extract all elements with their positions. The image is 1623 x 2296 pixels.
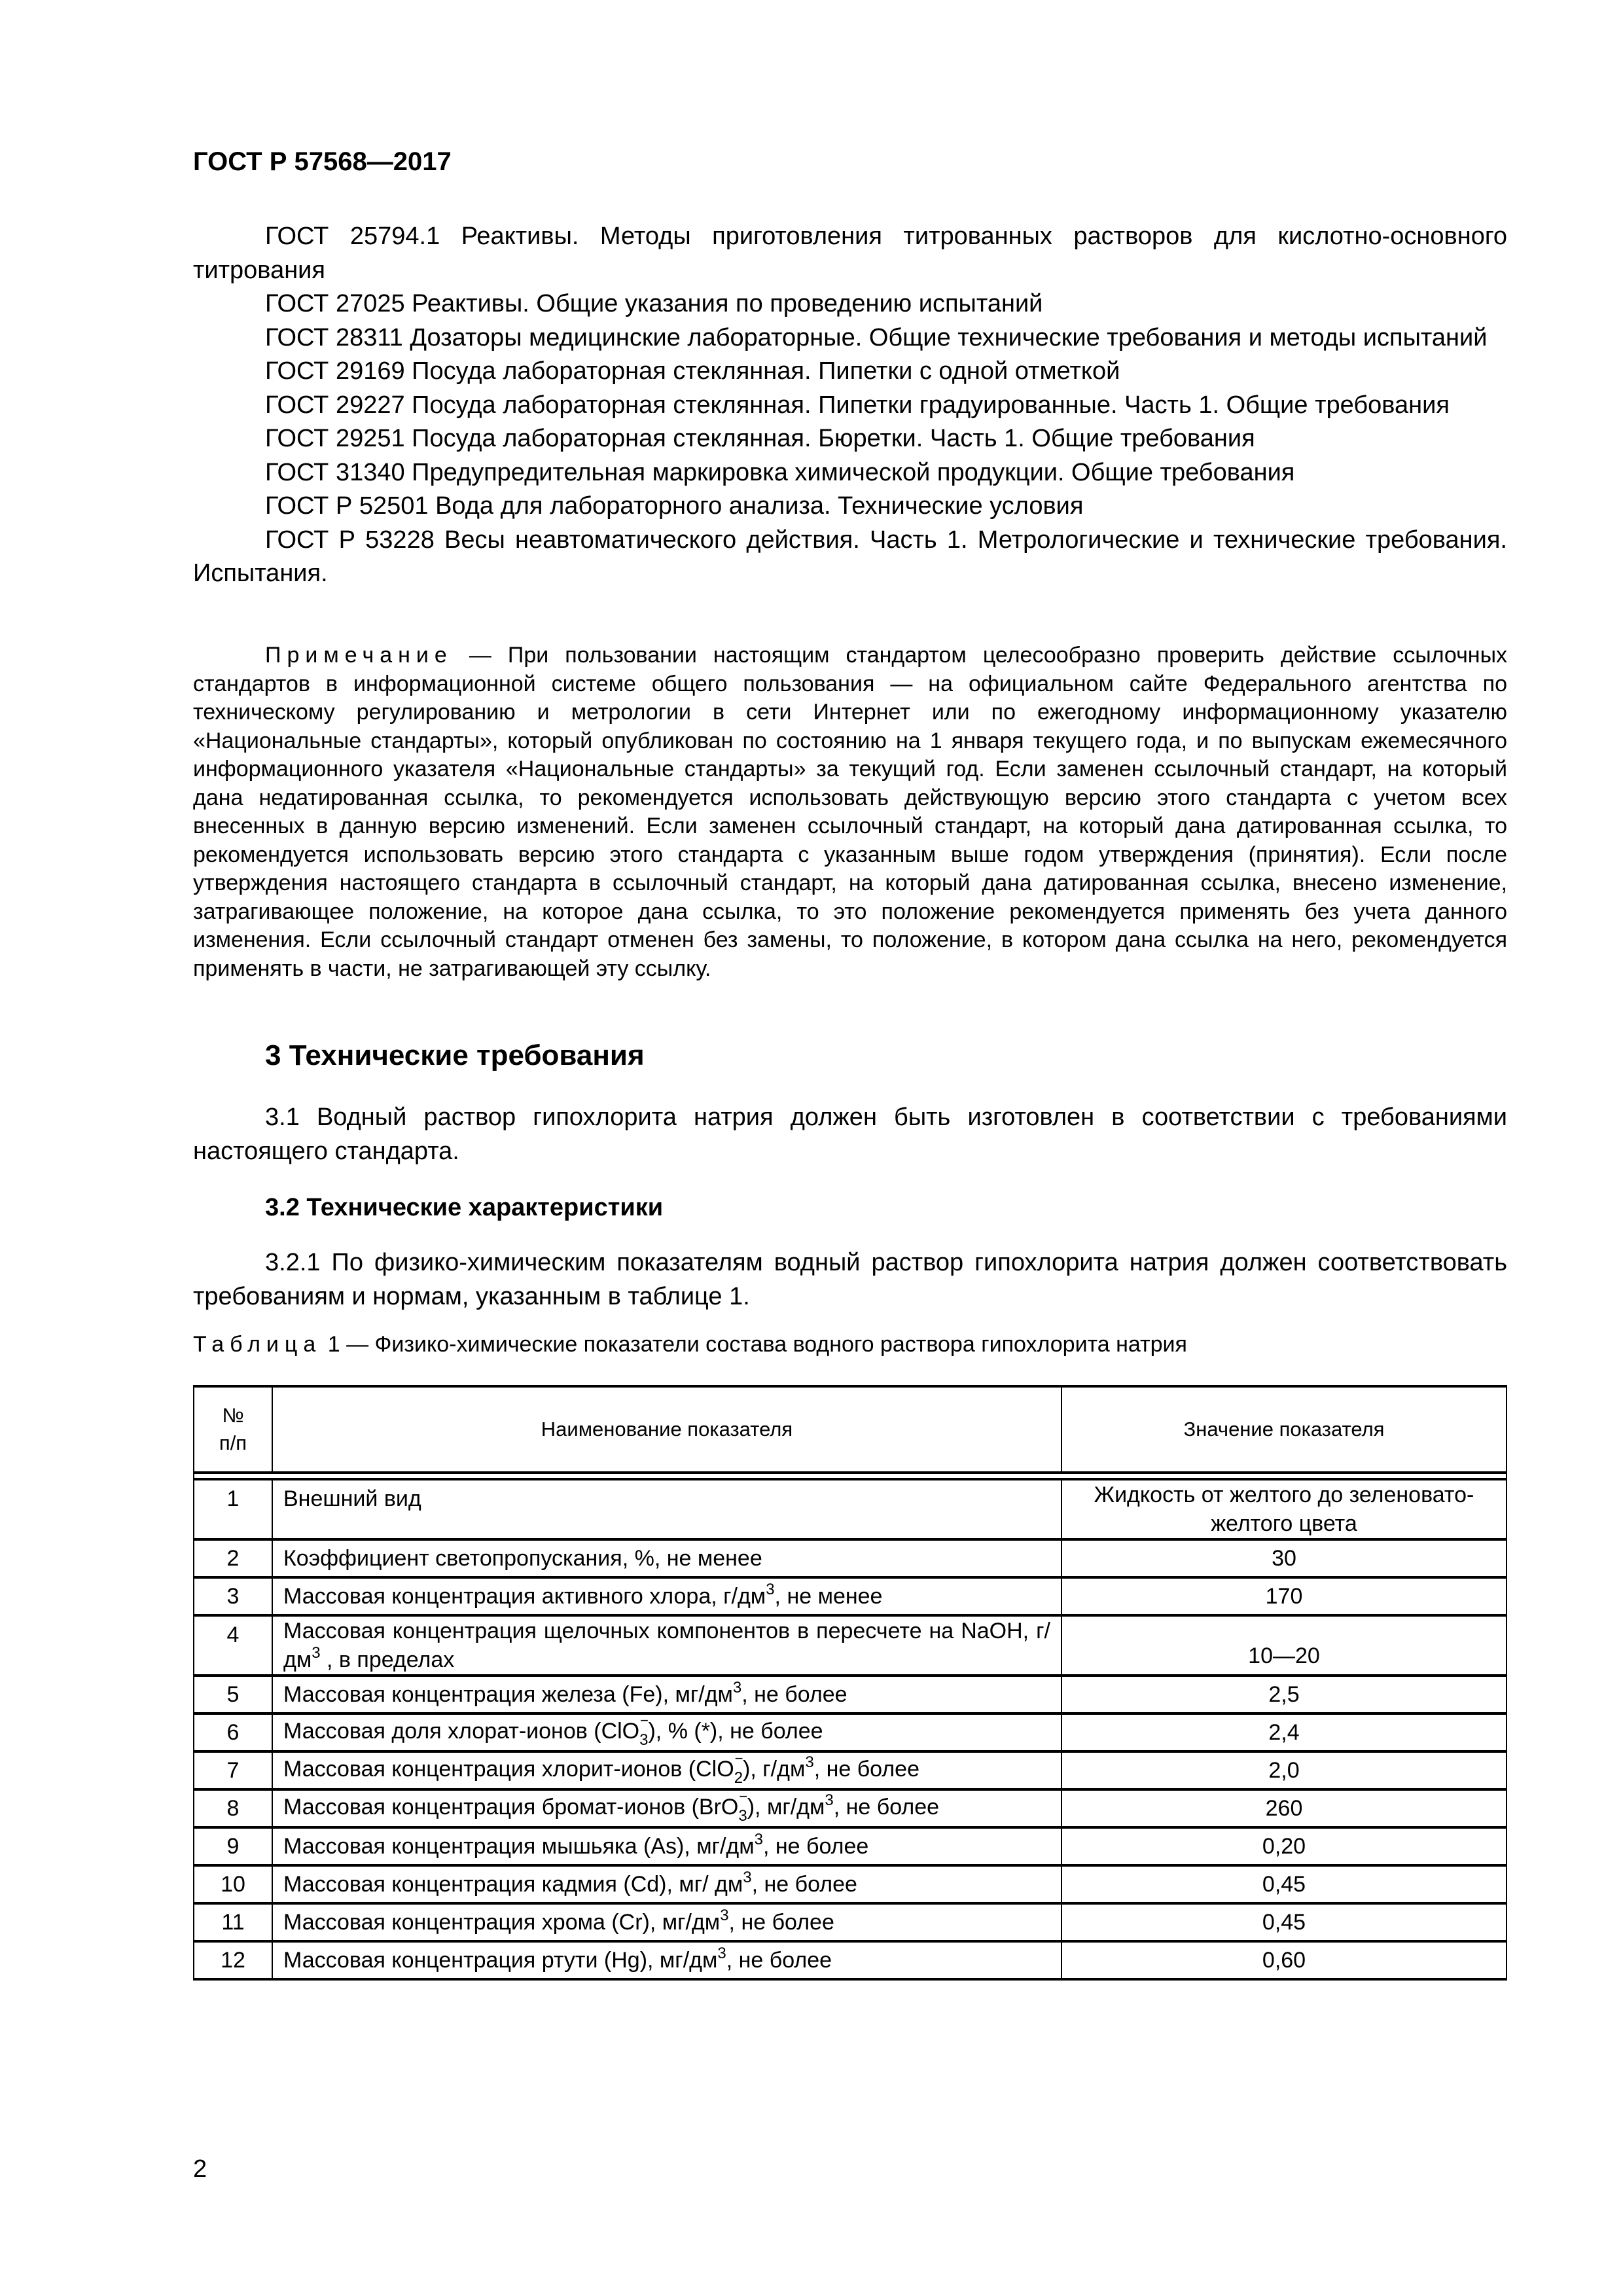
- row-name: Массовая концентрация хлорит-ионов (ClO$_2$ − ), $г/дм^3$, не более: [272, 1751, 1061, 1789]
- section-3-title: 3 Технические требования: [265, 1039, 645, 1071]
- reference-item: ГОСТ 29227 Посуда лабораторная стеклянная. Пипетки градуированные. Часть 1. Общие требования: [265, 391, 1450, 419]
- row-num: 5: [194, 1676, 272, 1713]
- table-row: [194, 1865, 1507, 1903]
- reference-item: ГОСТ 29169 Посуда лабораторная стеклянная. Пипетки с одной отметкой: [265, 357, 1120, 385]
- note-paragraph: [193, 641, 1507, 983]
- header-separator: [194, 1473, 1507, 1479]
- header-num: [194, 1386, 272, 1473]
- row-num: 2: [194, 1539, 272, 1577]
- specifications-table: [193, 1385, 1507, 1981]
- header-num-abbrev: п/п: [219, 1431, 247, 1454]
- table-row: [194, 1827, 1507, 1865]
- table-row: [194, 1615, 1507, 1676]
- row-num: 6: [194, 1713, 272, 1751]
- row-num: 8: [194, 1789, 272, 1827]
- table-row: [194, 1713, 1507, 1751]
- row-num: 9: [194, 1827, 272, 1865]
- normative-references-list: [193, 220, 1507, 591]
- row-value: 30: [1061, 1539, 1507, 1577]
- chlorite-ion-formula: $_2$ −: [734, 1750, 743, 1787]
- note-label: Примечание: [265, 643, 453, 668]
- table-row: [194, 1789, 1507, 1827]
- row-num: 7: [194, 1751, 272, 1789]
- note-dash: —: [452, 643, 508, 668]
- paragraph-3-1: 3.1 Водный раствор гипохлорита натрия должен быть изготовлен в соответствии с требованиями настоящего стандарта.: [193, 1103, 1507, 1165]
- row-num: 12: [194, 1941, 272, 1979]
- reference-item: ГОСТ 28311 Дозаторы медицинские лабораторные. Общие технические требования и методы испытаний: [265, 323, 1488, 351]
- row-name: Массовая концентрация бромат-ионов (BrO$_3$ − ), $мг/дм^3$, не более: [272, 1789, 1061, 1827]
- table-caption: [193, 1330, 1187, 1359]
- row-name: Массовая концентрация щелочных компонентов в пересчете на NaOH, $г/дм^3$ , в пределах: [272, 1615, 1061, 1676]
- row-name: Коэффициент светопропускания, %, не менее: [272, 1539, 1061, 1577]
- note-text: При пользовании настоящим стандартом целесообразно проверить действие ссылочных стандартов в информационной системе общего пользования — на официальном сайте Федерального агентства по техническому регулированию и метрологии в сети Интернет или по ежегодному информационному указателю «Национальные стандарты», который опубликован по состоянию на 1 января текущего года, и по выпускам ежемесячного информационного указателя «Национальные стандарты» за текущий год. Если заменен ссылочный стандарт, на который дана недатированная ссылка, то рекомендуется использовать действующую версию этого стандарта с учетом всех внесенных в данную версию изменений. Если заменен ссылочный стандарт, на который дана датированная ссылка, то рекомендуется использовать версию этого стандарта с указанным выше годом утверждения (принятия). Если после утверждения настоящего стандарта в ссылочный стандарт, на который дана датированная ссылка, внесено изменение, затрагивающее положение, на которое дана ссылка, то это положение рекомендуется применять без учета данного изменения. Если ссылочный стандарт отменен без замены, то положение, в котором дана ссылка на него, рекомендуется применять в части, не затрагивающей эту ссылку.: [193, 643, 1508, 981]
- table-row: [194, 1539, 1507, 1577]
- row-value: 2,5: [1061, 1676, 1507, 1713]
- row-value: Жидкость от желтого до зеленовато-желтого цвета: [1061, 1479, 1507, 1539]
- reference-item: ГОСТ Р 52501 Вода для лабораторного анализа. Технические условия: [265, 492, 1084, 520]
- row-value: 2,4: [1061, 1713, 1507, 1751]
- reference-item: ГОСТ 31340 Предупредительная маркировка химической продукции. Общие требования: [265, 458, 1295, 486]
- table-caption-label: Таблица: [193, 1332, 322, 1357]
- table-row: [194, 1751, 1507, 1789]
- table-row: [194, 1577, 1507, 1615]
- row-num: 11: [194, 1903, 272, 1941]
- row-value: 2,0: [1061, 1751, 1507, 1789]
- row-name: Массовая концентрация активного хлора, $г/дм^3$, не менее: [272, 1577, 1061, 1615]
- row-value: 0,45: [1061, 1865, 1507, 1903]
- row-value: 0,20: [1061, 1827, 1507, 1865]
- table-row: [194, 1479, 1507, 1539]
- table-caption-text: 1 — Физико-химические показатели состава водного раствора гипохлорита натрия: [321, 1332, 1187, 1357]
- bromate-ion-formula: $_3$ −: [738, 1788, 748, 1825]
- row-name: Массовая доля хлорат-ионов (ClO$_3$ − ), % (*), не более: [272, 1713, 1061, 1751]
- row-num: 1: [194, 1479, 272, 1539]
- paragraph-3-2-1: 3.2.1 По физико-химическим показателям водный раствор гипохлорита натрия должен соответствовать требованиям и нормам, указанным в таблице 1.: [193, 1249, 1507, 1310]
- reference-item: ГОСТ Р 53228 Весы неавтоматического действия. Часть 1. Метрологические и технические требования. Испытания.: [193, 526, 1507, 587]
- header-name: Наименование показателя: [272, 1386, 1061, 1473]
- row-name: Массовая концентрация мышьяка (As), $мг/дм^3$, не более: [272, 1827, 1061, 1865]
- page-number: 2: [193, 2155, 207, 2183]
- header-num-symbol: №: [222, 1404, 244, 1427]
- row-name: Массовая концентрация ртути (Hg), $мг/дм^3$, не более: [272, 1941, 1061, 1979]
- row-num: 3: [194, 1577, 272, 1615]
- row-name: Массовая концентрация железа (Fe), $мг/дм^3$, не более: [272, 1676, 1061, 1713]
- row-value: 10—20: [1061, 1615, 1507, 1676]
- row-name: Внешний вид: [272, 1479, 1061, 1539]
- row-value: 170: [1061, 1577, 1507, 1615]
- chlorate-ion-formula: $_3$ −: [639, 1712, 649, 1749]
- reference-item: ГОСТ 25794.1 Реактивы. Методы приготовления титрованных растворов для кислотно-основного титрования: [193, 223, 1507, 284]
- row-value: 0,45: [1061, 1903, 1507, 1941]
- row-name: Массовая концентрация хрома (Cr), $мг/дм^3$, не более: [272, 1903, 1061, 1941]
- table-row: [194, 1903, 1507, 1941]
- table-row: [194, 1941, 1507, 1979]
- document-header: ГОСТ Р 57568—2017: [193, 147, 452, 176]
- reference-item: ГОСТ 29251 Посуда лабораторная стеклянная. Бюретки. Часть 1. Общие требования: [265, 425, 1255, 452]
- row-num: 10: [194, 1865, 272, 1903]
- row-value: 260: [1061, 1789, 1507, 1827]
- row-num: 4: [194, 1615, 272, 1676]
- table-row: [194, 1676, 1507, 1713]
- row-name: Массовая концентрация кадмия (Cd), мг/ $дм^3$, не более: [272, 1865, 1061, 1903]
- row-value: 0,60: [1061, 1941, 1507, 1979]
- subsection-3-2-title: 3.2 Технические характеристики: [265, 1194, 664, 1221]
- reference-item: ГОСТ 27025 Реактивы. Общие указания по проведению испытаний: [265, 290, 1043, 317]
- header-value: Значение показателя: [1061, 1386, 1507, 1473]
- table-header-row: [194, 1386, 1507, 1473]
